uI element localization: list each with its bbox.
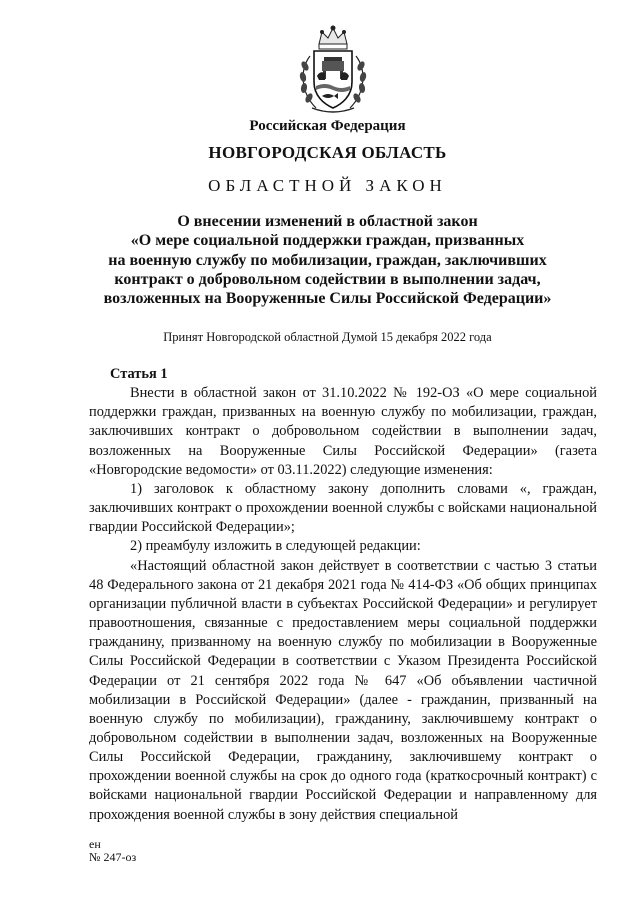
document-footer [89, 838, 136, 864]
document-number: № 247-оз [89, 850, 137, 864]
novgorod-coat-of-arms-icon [292, 24, 374, 118]
body-paragraph: «Настоящий областной закон действует в соответствии с частью 3 статьи 48 Федерального закона от 21 декабря 2021 года № 414-ФЗ «Об общих принципах организации публичной власти в субъектах Российской Федерации» и регулирует правоотношения, связанные с предоставлением меры социальной поддержки гражданину, призванному на военную службу по мобилизации в Вооруженные Силы Российской Федерации в соответствии с Указом Президента Российской Федерации от 21 сентября 2022 года № 647 «Об объявлении частичной мобилизации в Российской Федерации» (далее - гражданин, призванный на военную службу по мобилизации), гражданину, заключившему контракт о добровольном содействии в выполнении задач, возложенных на Вооруженные Силы Российской Федерации, гражданину, заключившему контракт о прохождении военной службы на срок до одного года (краткосрочный контракт) с войсками национальной гвардии Российской Федерации и направленному для прохождения военной службы в зону действия специальной [89, 557, 597, 823]
law-title-line: возложенных на Вооруженные Силы Российской Федерации» [103, 290, 552, 308]
law-title-line: «О мере социальной поддержки граждан, призванных [130, 232, 525, 250]
initials-mark: ен [89, 837, 101, 851]
region-name: НОВГОРОДСКАЯ ОБЛАСТЬ [208, 143, 447, 162]
law-title-line: контракт о добровольном содействии в выполнении задач, [114, 270, 541, 288]
body-paragraph: Внести в областной закон от 31.10.2022 № 192-ОЗ «О мере социальной поддержки граждан, призванных на военную службу по мобилизации, граждан, заключивших контракт о добровольном содействии в выполнении задач, возложенных на Вооруженные Силы Российской Федерации» (газета «Новгородские ведомости» от 03.11.2022) следующие изменения: [89, 385, 597, 478]
article-heading: Статья 1 [110, 366, 168, 382]
law-title [60, 212, 595, 308]
body-paragraph: 1) заголовок к областному закону дополнить словами «, граждан, заключивших контракт о прохождении военной службы с войсками национальной гвардии Российской Федерации»; [89, 480, 597, 536]
law-title-line: О внесении изменений в областной закон [177, 213, 478, 230]
country-name: Российская Федерация [249, 118, 406, 134]
document-type: ОБЛАСТНОЙ ЗАКОН [208, 176, 447, 195]
adoption-note: Принят Новгородской областной Думой 15 декабря 2022 года [163, 330, 492, 344]
body-paragraph: 2) преамбулу изложить в следующей редакции: [130, 538, 421, 555]
law-body [89, 365, 597, 825]
law-title-line: на военную службу по мобилизации, граждан, заключивших [108, 251, 547, 269]
